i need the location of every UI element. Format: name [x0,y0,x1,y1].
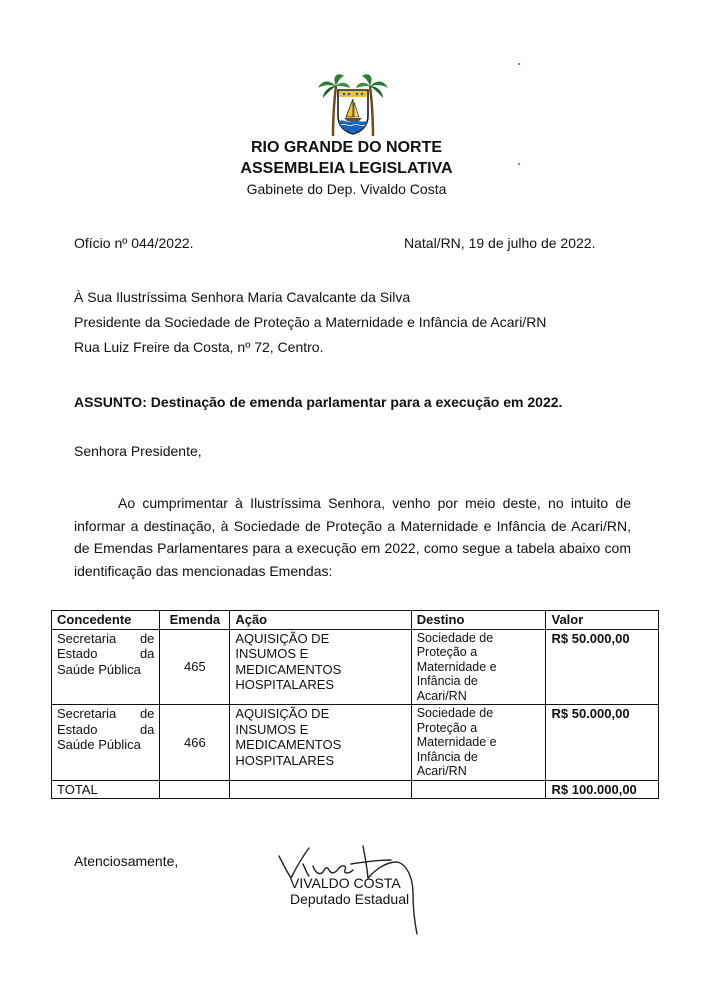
empty-cell [411,780,546,799]
column-header: Destino [411,611,546,630]
body-paragraph: Ao cumprimentar à Ilustríssima Senhora, venho por meio deste, no intuito de informar a destinação, à Sociedade de Proteção a Maternidade e Infância de Acari/RN, de Emendas Parlamentares para a execução em 2022, como segue a tabela abaixo com identificação das mencionadas Emendas: [74,495,631,579]
header-office: Gabinete do Dep. Vivaldo Costa [246,181,447,197]
column-header: Concedente [52,611,160,630]
destino-cell: Sociedade de Proteção a Maternidade e Infância de Acari/RN [411,705,546,781]
salutation: Senhora Presidente, [74,443,202,459]
signer-title: Deputado Estadual [290,891,410,907]
destino-cell: Sociedade de Proteção a Maternidade e Infância de Acari/RN [411,629,546,705]
total-label: TOTAL [52,780,160,799]
table-row [52,629,659,705]
valor-cell: R$ 50.000,00 [546,705,659,781]
coat-of-arms-icon [317,72,389,138]
mark-dot [518,63,520,65]
subject-line: ASSUNTO: Destinação de emenda parlamentar para a execução em 2022. [74,394,563,410]
empty-cell [160,780,230,799]
concedente-cell: Secretaria de Estado da Saúde Pública [52,705,160,781]
column-header: Ação [230,611,411,630]
header-state: RIO GRANDE DO NORTE [250,139,443,156]
closing: Atenciosamente, [74,853,179,869]
header-institution: ASSEMBLEIA LEGISLATIVA [240,160,453,177]
concedente-cell: Secretaria de Estado da Saúde Pública [52,629,160,705]
acao-cell: AQUISIÇÃO DE INSUMOS E MEDICAMENTOS HOSPITALARES [230,629,411,705]
emenda-cell: 465 [160,629,230,705]
document-number: Ofício nº 044/2022. [74,235,194,251]
place-date: Natal/RN, 19 de julho de 2022. [404,235,596,251]
table-row [52,705,659,781]
column-header: Emenda [160,611,230,630]
total-value: R$ 100.000,00 [546,780,659,799]
table-total-row [52,780,659,799]
acao-cell: AQUISIÇÃO DE INSUMOS E MEDICAMENTOS HOSPITALARES [230,705,411,781]
column-header: Valor [546,611,659,630]
empty-cell [230,780,411,799]
recipient-address: Rua Luiz Freire da Costa, nº 72, Centro. [74,339,324,355]
valor-cell: R$ 50.000,00 [546,629,659,705]
signer-name: VIVALDO COSTA [290,875,401,891]
table-header-row [52,611,659,630]
recipient-line: Presidente da Sociedade de Proteção a Maternidade e Infância de Acari/RN [74,314,547,330]
amendments-table [51,610,659,799]
emenda-cell: 466 [160,705,230,781]
recipient-line: À Sua Ilustríssima Senhora Maria Cavalcante da Silva [74,289,411,305]
